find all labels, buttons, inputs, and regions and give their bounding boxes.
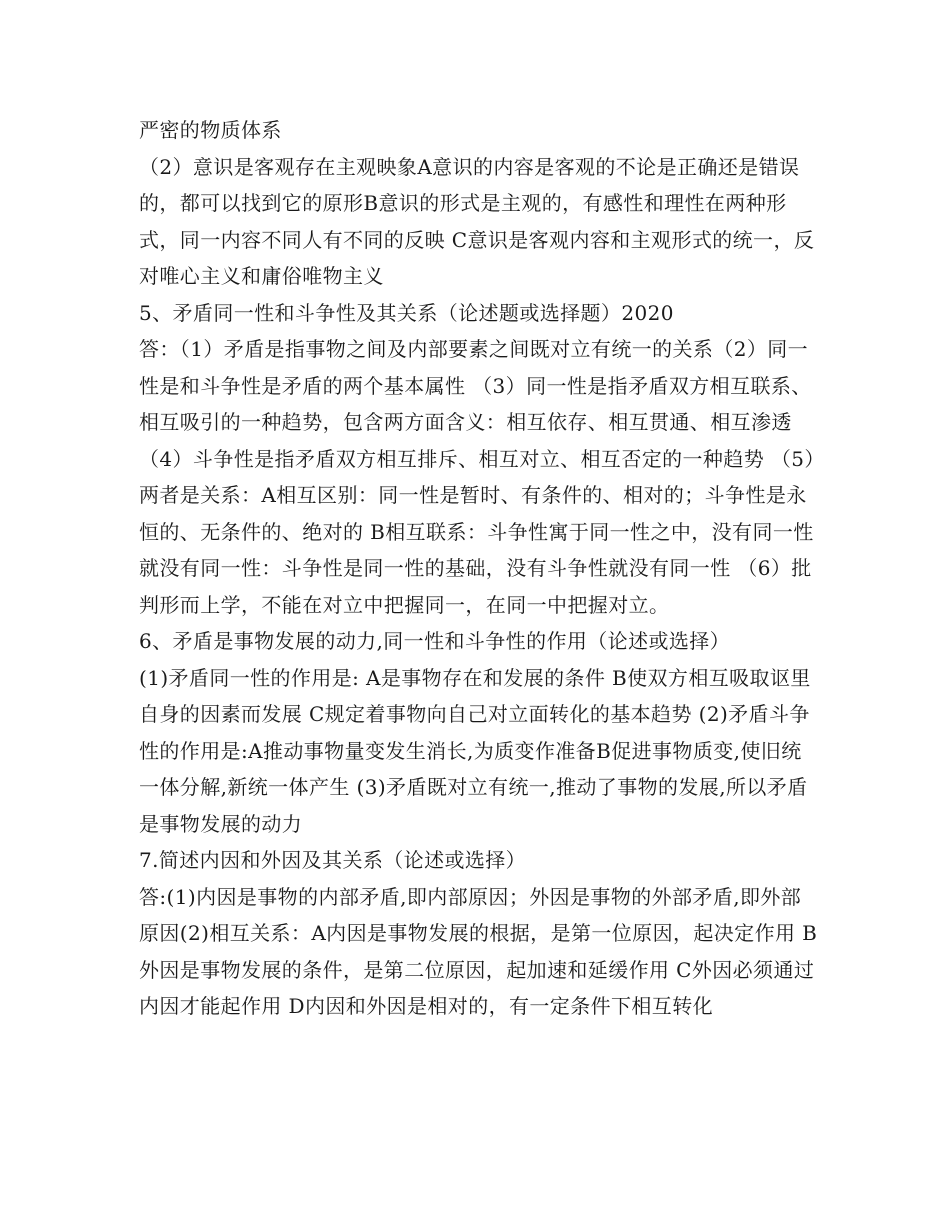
answer-question-5: 答：（1）矛盾是指事物之间及内部要素之间既对立有统一的关系（2）同一性是和斗争性是矛盾的两个基本属性 （3）同一性是指矛盾双方相互联系、相互吸引的一种趋势，包含两方面含义：相互依存、相互贯通、相互渗透 （4）斗争性是指矛盾双方相互排斥、相互对立、相互否定的一种趋势 （5）两者是关系：A相互区别：同一性是暂时、有条件的、相对的；斗争性是永恒的、无条件的、绝对的 B相互联系：斗争性寓于同一性之中，没有同一性就没有同一性：斗争性是同一性的基础，没有斗争性就没有同一性 （6）批判形而上学，不能在对立中把握同一，在同一中把握对立。 xyxy=(139,337,815,617)
heading-question-5: 5、矛盾同一性和斗争性及其关系（论述题或选择题）2020 xyxy=(139,300,674,325)
document-body xyxy=(139,112,819,1025)
answer-question-7: 答:(1)内因是事物的内部矛盾,即内部原因；外因是事物的外部矛盾,即外部原因(2)相互关系：A内因是事物发展的根据，是第一位原因，起决定作用 B外因是事物发展的条件，是第二位原因，起加速和延缓作用 C外因必须通过内因才能起作用 D内因和外因是相对的，有一定条件下相互转化 xyxy=(139,884,818,1018)
paragraph-continuation: 严密的物质体系 xyxy=(139,118,282,142)
heading-question-6: 6、矛盾是事物发展的动力,同一性和斗争性的作用（论述或选择） xyxy=(139,629,731,653)
heading-question-7: 7.简述内因和外因及其关系（论述或选择） xyxy=(139,848,527,872)
answer-question-6: (1)矛盾同一性的作用是: A是事物存在和发展的条件 B使双方相互吸取讴里自身的因素而发展 C规定着事物向自己对立面转化的基本趋势 (2)矛盾斗争性的作用是:A推动事物量变发生消长,为质变作准备B促进事物质变,使旧统一体分解,新统一体产生 (3)矛盾既对立有统一,推动了事物的发展,所以矛盾是事物发展的动力 xyxy=(139,665,811,836)
paragraph-consciousness: （2）意识是客观存在主观映象A意识的内容是客观的不论是正确还是错误的，都可以找到它的原形B意识的形式是主观的，有感性和理性在两种形式，同一内容不同人有不同的反映 C意识是客观内容和主观形式的统一，反对唯心主义和庸俗唯物主义 xyxy=(139,154,815,288)
